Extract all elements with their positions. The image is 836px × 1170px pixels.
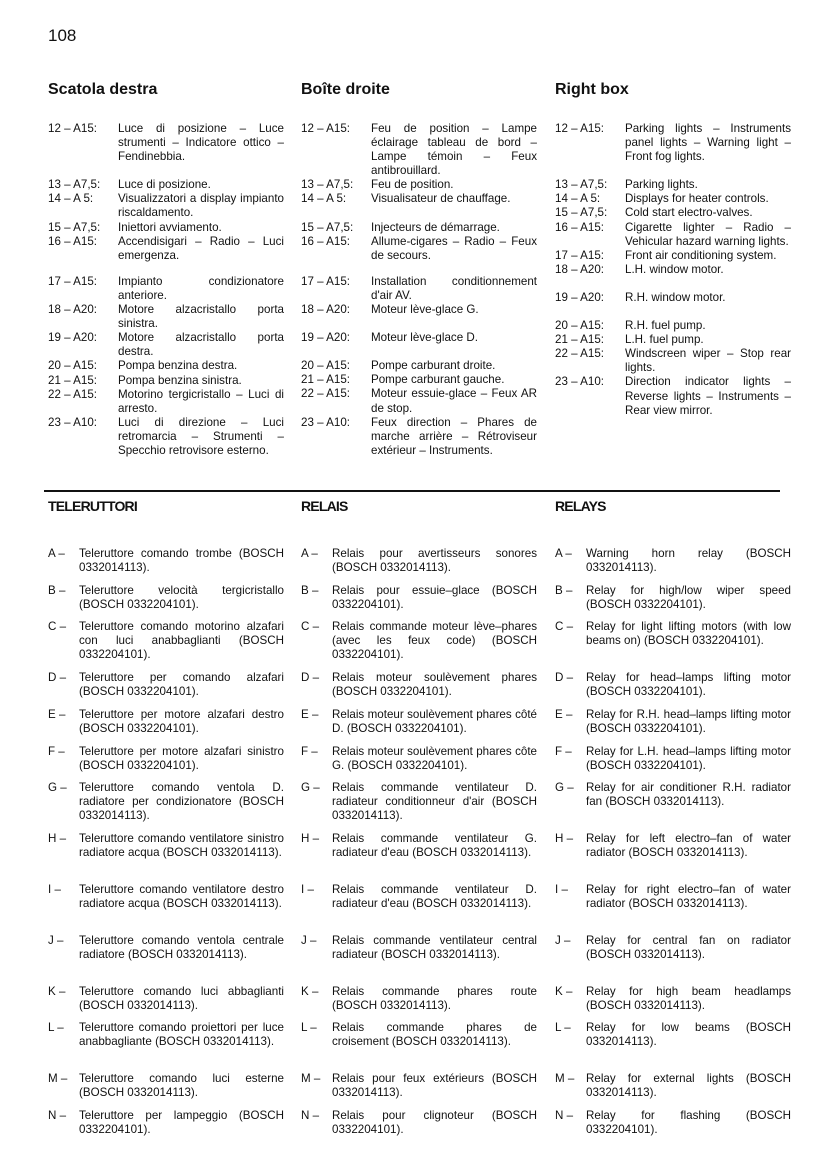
relay-item: M – Relay for external lights (BOSCH 0332014113). xyxy=(555,1072,791,1100)
fuse-item: 19 – A20: Moteur lève-glace D. xyxy=(301,331,478,345)
fuse-item: 22 – A15: Windscreen wiper – Stop rear lights. xyxy=(555,347,791,375)
relay-item: K – Relay for high beam headlamps (BOSCH 0332014113). xyxy=(555,985,791,1013)
fuse-item: 13 – A7,5: Parking lights. xyxy=(555,178,698,192)
relay-item: F – Relay for L.H. head–lamps lifting motor (BOSCH 0332204101). xyxy=(555,745,791,773)
relay-item: E – Teleruttore per motore alzafari destro (BOSCH 0332204101). xyxy=(48,708,284,736)
relay-item: L – Teleruttore comando proiettori per luce anabbagliante (BOSCH 0332014113). xyxy=(48,1021,284,1049)
relay-item: C – Relais commande moteur lève–phares (avec les feux code) (BOSCH 0332204101). xyxy=(301,620,537,662)
relay-item: G – Teleruttore comando ventola D. radiatore per condizionatore (BOSCH 0332014113). xyxy=(48,781,284,823)
relay-item: J – Relay for central fan on radiator (BOSCH 0332014113). xyxy=(555,934,791,962)
fuse-item: 23 – A10: Direction indicator lights – Reverse lights – Instruments – Rear view mirror. xyxy=(555,375,791,417)
relay-item: J – Relais commande ventilateur central radiateur (BOSCH 0332014113). xyxy=(301,934,537,962)
relay-item: A – Warning horn relay (BOSCH 0332014113). xyxy=(555,547,791,575)
fuse-item: 18 – A20: Motore alzacristallo porta sinistra. xyxy=(48,303,284,331)
fuse-list-french xyxy=(301,122,537,458)
fuse-item: 18 – A20: Moteur lève-glace G. xyxy=(301,303,479,317)
fuse-item: 21 – A15: L.H. fuel pump. xyxy=(555,333,704,347)
relay-item: M – Teleruttore comando luci esterne (BOSCH 0332014113). xyxy=(48,1072,284,1100)
relay-item: C – Teleruttore comando motorino alzafari con luci anabbaglianti (BOSCH 0332204101). xyxy=(48,620,284,662)
fuse-item: 13 – A7,5: Feu de position. xyxy=(301,178,454,192)
page-number: 108 xyxy=(48,26,77,45)
fuse-item: 12 – A15: Parking lights – Instruments panel lights – Warning light – Front fog lights. xyxy=(555,122,791,164)
relay-item: M – Relais pour feux extérieurs (BOSCH 0332014113). xyxy=(301,1072,537,1100)
relay-item: F – Teleruttore per motore alzafari sinistro (BOSCH 0332204101). xyxy=(48,745,284,773)
relay-item: J – Teleruttore comando ventola centrale radiatore (BOSCH 0332014113). xyxy=(48,934,284,962)
column-heading-italian: Scatola destra xyxy=(48,81,158,98)
relay-item: E – Relay for R.H. head–lamps lifting motor (BOSCH 0332204101). xyxy=(555,708,791,736)
fuse-item: 19 – A20: R.H. window motor. xyxy=(555,290,726,304)
fuse-item: 12 – A15: Luce di posizione – Luce strumenti – Indicatore ottico – Fendinebbia. xyxy=(48,122,284,164)
relay-item: N – Teleruttore per lampeggio (BOSCH 0332204101). xyxy=(48,1109,284,1137)
relay-item: A – Relais pour avertisseurs sonores (BOSCH 0332014113). xyxy=(301,547,537,575)
relay-item: B – Relais pour essuie–glace (BOSCH 0332204101). xyxy=(301,584,537,612)
fuse-item: 13 – A7,5: Luce di posizione. xyxy=(48,178,211,192)
relays-heading-french: RELAIS xyxy=(301,498,348,514)
fuse-item: 18 – A20: L.H. window motor. xyxy=(555,262,724,276)
fuse-item: 14 – A 5: Visualizzatori a display impianto riscaldamento. xyxy=(48,192,284,220)
relay-item: A – Teleruttore comando trombe (BOSCH 0332014113). xyxy=(48,547,284,575)
fuse-item: 17 – A15: Front air conditioning system. xyxy=(555,248,777,262)
relay-item: C – Relay for light lifting motors (with low beams on) (BOSCH 0332204101). xyxy=(555,620,791,648)
relay-item: D – Teleruttore per comando alzafari (BOSCH 0332204101). xyxy=(48,671,284,699)
fuse-item: 12 – A15: Feu de position – Lampe éclairage tableau de bord – Lampe témoin – Feux antibrouillard. xyxy=(301,122,537,178)
relay-item: K – Teleruttore comando luci abbaglianti (BOSCH 0332014113). xyxy=(48,985,284,1013)
fuse-item: 23 – A10: Feux direction – Phares de marche arrière – Rétroviseur extérieur – Instruments. xyxy=(301,415,537,457)
relay-item: N – Relais pour clignoteur (BOSCH 0332204101). xyxy=(301,1109,537,1137)
section-divider xyxy=(44,490,780,492)
fuse-list-english xyxy=(555,122,791,418)
fuse-item: 20 – A15: Pompa benzina destra. xyxy=(48,359,238,373)
column-heading-english: Right box xyxy=(555,81,629,98)
relay-item: E – Relais moteur soulèvement phares côté D. (BOSCH 0332204101). xyxy=(301,708,537,736)
relay-item: F – Relais moteur soulèvement phares côte G. (BOSCH 0332204101). xyxy=(301,745,537,773)
fuse-item: 20 – A15: Pompe carburant droite. xyxy=(301,359,496,373)
fuse-item: 20 – A15: R.H. fuel pump. xyxy=(555,319,706,333)
fuse-item: 16 – A15: Allume-cigares – Radio – Feux de secours. xyxy=(301,234,537,262)
relay-item: B – Teleruttore velocità tergicristallo (BOSCH 0332204101). xyxy=(48,584,284,612)
relays-heading-italian: TELERUTTORI xyxy=(48,498,137,514)
column-heading-french: Boîte droite xyxy=(301,81,390,98)
relay-item: H – Relay for left electro–fan of water radiator (BOSCH 0332014113). xyxy=(555,832,791,860)
fuse-item: 14 – A 5: Displays for heater controls. xyxy=(555,192,769,206)
fuse-item: 15 – A7,5: Injecteurs de démarrage. xyxy=(301,220,500,234)
fuse-item: 15 – A7,5: Cold start electro-valves. xyxy=(555,206,753,220)
fuse-item: 19 – A20: Motore alzacristallo porta destra. xyxy=(48,331,284,359)
fuse-item: 14 – A 5: Visualisateur de chauffage. xyxy=(301,192,511,206)
fuse-item: 16 – A15: Accendisigari – Radio – Luci emergenza. xyxy=(48,234,284,262)
fuse-item: 22 – A15: Motorino tergicristallo – Luci di arresto. xyxy=(48,387,284,415)
relay-item: D – Relais moteur soulèvement phares (BOSCH 0332204101). xyxy=(301,671,537,699)
fuse-item: 21 – A15: Pompe carburant gauche. xyxy=(301,373,505,387)
relays-heading-english: RELAYS xyxy=(555,498,606,514)
fuse-item: 15 – A7,5: Iniettori avviamento. xyxy=(48,220,222,234)
relay-item: I – Relay for right electro–fan of water radiator (BOSCH 0332014113). xyxy=(555,883,791,911)
relay-item: B – Relay for high/low wiper speed (BOSCH 0332204101). xyxy=(555,584,791,612)
relay-item: K – Relais commande phares route (BOSCH 0332014113). xyxy=(301,985,537,1013)
fuse-item: 22 – A15: Moteur essuie-glace – Feux AR de stop. xyxy=(301,387,537,415)
relay-item: I – Relais commande ventilateur D. radiateur d'eau (BOSCH 0332014113). xyxy=(301,883,537,911)
relay-item: D – Relay for head–lamps lifting motor (BOSCH 0332204101). xyxy=(555,671,791,699)
relay-item: L – Relay for low beams (BOSCH 0332014113). xyxy=(555,1021,791,1049)
fuse-item: 17 – A15: Impianto condizionatore anteriore. xyxy=(48,274,284,302)
relay-item: H – Teleruttore comando ventilatore sinistro radiatore acqua (BOSCH 0332014113). xyxy=(48,832,284,860)
fuse-item: 23 – A10: Luci di direzione – Luci retromarcia – Strumenti – Specchio retrovisore esterno. xyxy=(48,415,284,457)
relay-item: G – Relais commande ventilateur D. radiateur conditionneur d'air (BOSCH 0332014113). xyxy=(301,781,537,823)
relay-item: L – Relais commande phares de croisement (BOSCH 0332014113). xyxy=(301,1021,537,1049)
fuse-item: 21 – A15: Pompa benzina sinistra. xyxy=(48,373,242,387)
relay-item: N – Relay for flashing (BOSCH 0332204101). xyxy=(555,1109,791,1137)
fuse-item: 17 – A15: Installation conditionnement d'air AV. xyxy=(301,274,537,302)
fuse-item: 16 – A15: Cigarette lighter – Radio – Vehicular hazard warning lights. xyxy=(555,220,791,248)
relay-item: I – Teleruttore comando ventilatore destro radiatore acqua (BOSCH 0332014113). xyxy=(48,883,284,911)
relay-item: G – Relay for air conditioner R.H. radiator fan (BOSCH 0332014113). xyxy=(555,781,791,809)
relay-item: H – Relais commande ventilateur G. radiateur d'eau (BOSCH 0332014113). xyxy=(301,832,537,860)
fuse-list-italian xyxy=(48,122,284,458)
